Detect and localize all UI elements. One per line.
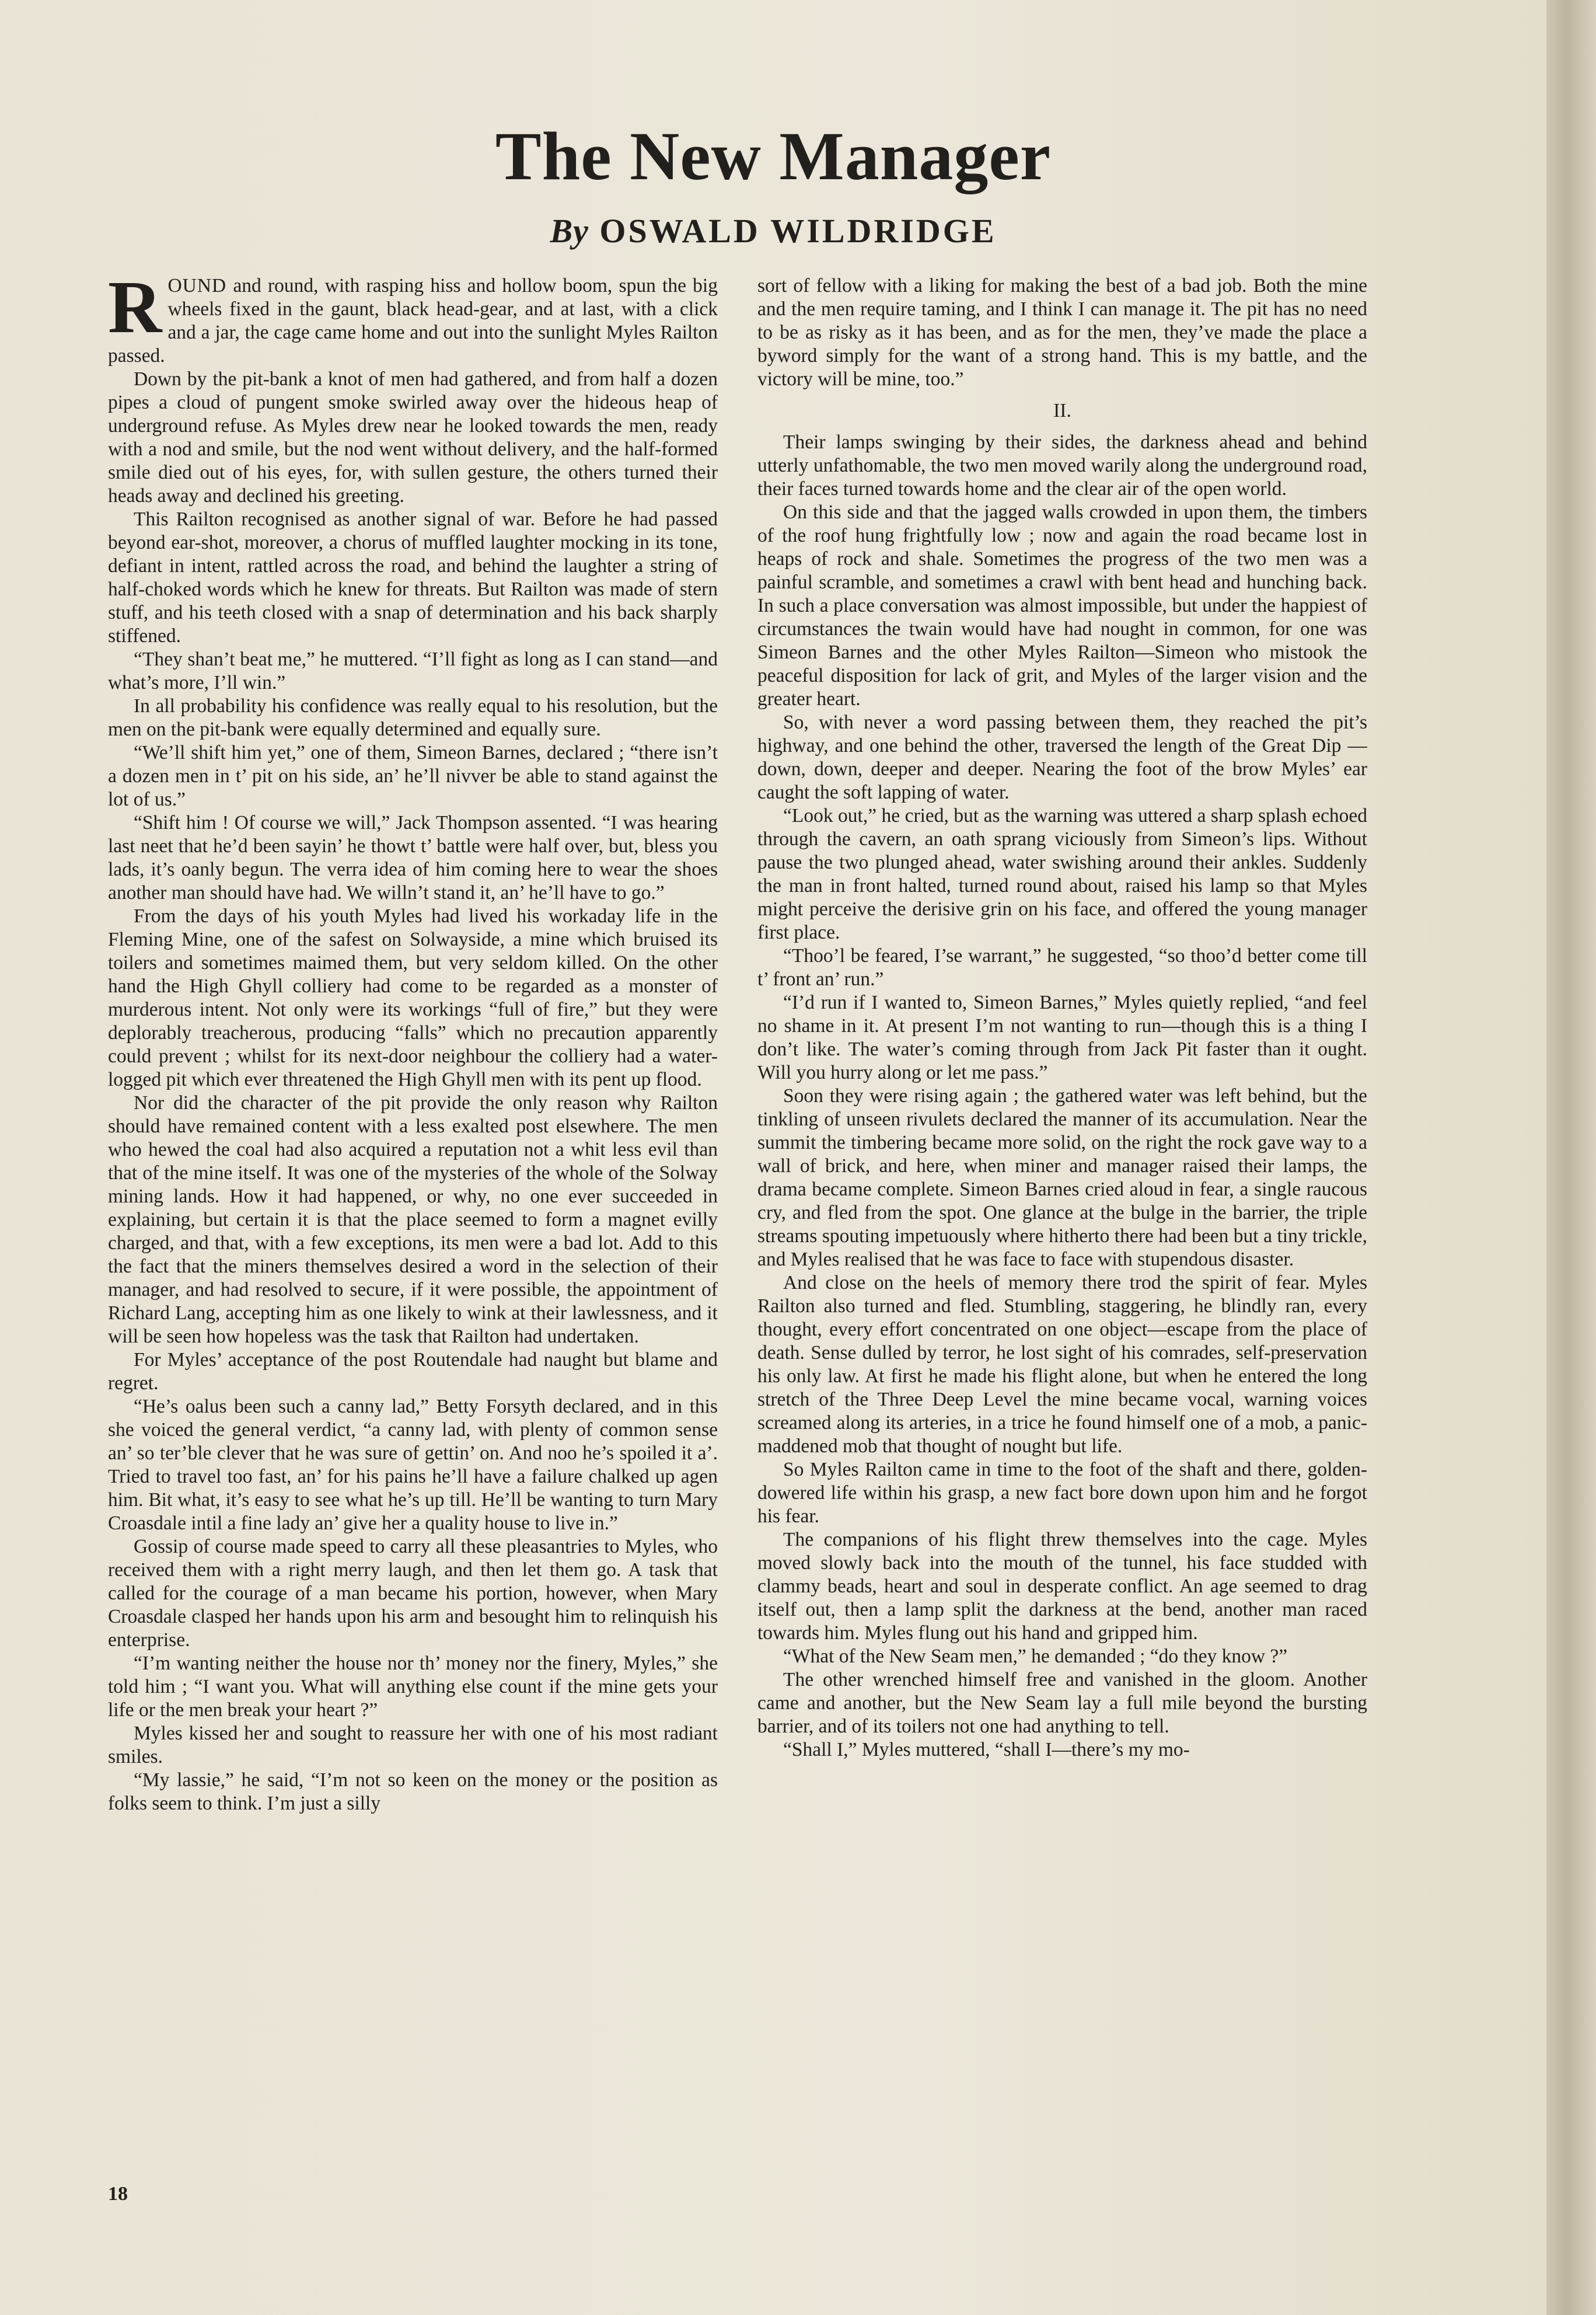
paragraph: From the days of his youth Myles had lived his workaday life in the Fleming Mine, one of the safest on Solwayside, a mine which bruised its toilers and sometimes maimed them, but very seldom killed. On the other hand the High Ghyll colliery had come to be regarded as a monster of murderous intent. Not only were its workings “full of fire,” but they were deplorably treacherous, producing “falls” which no precaution apparently could prevent ; whilst for its next-door neighbour the colliery had a water-logged pit which ever threatened the High Ghyll men with its pent up flood.: [108, 905, 718, 1090]
paragraph: “Shift him ! Of course we will,” Jack Thompson assented. “I was hearing last neet that he’d been sayin’ he thowt t’ battle were half over, but, bless you lads, it’s oanly begun. The verra idea of him coming here to wear the shoes another man should have had. We willn’t stand it, an’ he’ll have to go.”: [108, 812, 718, 904]
paragraph: “My lassie,” he said, “I’m not so keen on the money or the position as folks seem to think. I’m just a silly: [108, 1769, 718, 1814]
paragraph: This Railton recognised as another signal of war. Before he had passed beyond ear-shot, moreover, a chorus of muffled laughter mocking in its tone, defiant in intent, rattled across the road, and behind the laughter a string of half-choked words which he knew for threats. But Railton was made of stern stuff, and his teeth closed with a snap of determination and his back sharply stiffened.: [108, 508, 718, 647]
story-title: The New Manager: [495, 118, 1052, 194]
opening-paragraph: [108, 274, 718, 368]
paragraph: The other wrenched himself free and vanished in the gloom. Another came and another, but the New Seam lay a full mile beyond the bursting barrier, and of its toilers not one had anything to tell.: [757, 1669, 1367, 1737]
paragraph: On this side and that the jagged walls crowded in upon them, the timbers of the roof hung frightfully low ; now and again the road became lost in heaps of rock and shale. Sometimes the progress of the two men was a painful scramble, and sometimes a crawl with bent head and hunching back. In such a place conversation was almost impossible, but under the happiest of circumstances the twain would have had nought in common, for one was Simeon Barnes and the other Myles Railton—Simeon who mistook the peaceful disposition for lack of grit, and Myles of the larger vision and the greater heart.: [757, 501, 1367, 710]
paragraph: Gossip of course made speed to carry all these pleasantries to Myles, who received them with a right merry laugh, and then let them go. A task that called for the courage of a man became his portion, however, when Mary Croasdale clasped her hands upon his arm and besought him to relinquish his enterprise.: [108, 1536, 718, 1651]
paragraph: “They shan’t beat me,” he muttered. “I’ll fight as long as I can stand—and what’s more, I’ll win.”: [108, 649, 718, 693]
right-column: [757, 274, 1367, 2119]
paragraph: So, with never a word passing between them, they reached the pit’s highway, and one behind the other, traversed the length of the Great Dip — down, down, deeper and deeper. Nearing the foot of the brow Myles’ ear caught the soft lapping of water.: [757, 712, 1367, 803]
paragraph: sort of fellow with a liking for making the best of a bad job. Both the mine and the men require taming, and I think I can manage it. The pit has no need to be as risky as it has been, and as for the men, they’ve made the place a byword simply for the want of a strong hand. This is my battle, and the victory will be mine, too.”: [757, 275, 1367, 390]
paragraph: Soon they were rising again ; the gathered water was left behind, but the tinkling of unseen rivulets declared the manner of its accumulation. Near the summit the timbering became more solid, on the right the rock gave way to a wall of brick, and here, when miner and manager raised their lamps, the drama became complete. Simeon Barnes cried aloud in fear, a single raucous cry, and fled from the spot. One glance at the bulge in the barrier, the triple streams spouting impetuously where hitherto there had been but a tiny trickle, and Myles realised that he was face to face with stupendous disaster.: [757, 1085, 1367, 1270]
paragraph: So Myles Railton came in time to the foot of the shaft and there, golden-dowered life within his grasp, a new fact bore down upon him and he forgot his fear.: [757, 1459, 1367, 1527]
page-number: 18: [108, 2183, 128, 2205]
binding-gutter: [1546, 0, 1596, 2315]
byline: [0, 211, 1546, 250]
opening-word: OUND: [167, 275, 227, 297]
section-numeral: II.: [1053, 400, 1071, 421]
paragraph: For Myles’ acceptance of the post Routendale had naught but blame and regret.: [108, 1349, 718, 1394]
drop-cap: R: [108, 274, 162, 348]
paragraph: “Thoo’l be feared, I’se warrant,” he suggested, “so thoo’d better come till t’ front an’ run.”: [757, 945, 1367, 990]
paragraph: Down by the pit-bank a knot of men had gathered, and from half a dozen pipes a cloud of pungent smoke swirled away over the hideous heap of underground refuse. As Myles drew near he looked towards the men, ready with a nod and smile, but the nod went without delivery, and the half-formed smile died out of his eyes, for, with sullen gesture, the others turned their heads away and declined his greeting.: [108, 368, 718, 507]
paragraph: “Look out,” he cried, but as the warning was uttered a sharp splash echoed through the cavern, an oath sprang viciously from Simeon’s lips. Without pause the two plunged ahead, water swishing around their ankles. Suddenly the man in front halted, turned round about, raised his lamp so that Myles might perceive the derisive grin on his face, and offered the young manager first place.: [757, 805, 1367, 943]
author-name: OSWALD WILDRIDGE: [599, 212, 997, 250]
paragraph: Myles kissed her and sought to reassure her with one of his most radiant smiles.: [108, 1723, 718, 1767]
paragraph: “He’s oalus been such a canny lad,” Betty Forsyth declared, and in this she voiced the general verdict, “a canny lad, with plenty of common sense an’ so ter’ble clever that he was sure of gettin’ on. And noo he’s spoiled it a’. Tried to travel too fast, an’ for his pains he’ll have a failure chalked up agen him. Bit what, it’s easy to see what he’s up till. He’ll be wanting to turn Mary Croasdale intil a fine lady an’ give her a quality house to live in.”: [108, 1396, 718, 1534]
byline-prefix: By: [550, 212, 589, 250]
paragraph: And close on the heels of memory there trod the spirit of fear. Myles Railton also turned and fled. Stumbling, staggering, he blindly ran, every thought, every effort concentrated on one object—escape from the place of death. Sense dulled by terror, he lost sight of his comrades, self-preservation his only law. At first he made his flight alone, but when he entered the long stretch of the Three Deep Level the mine became vocal, warning voices screamed along its arteries, in a trice he found himself one of a mob, a panic-maddened mob that thought of nought but life.: [757, 1272, 1367, 1457]
paragraph: “We’ll shift him yet,” one of them, Simeon Barnes, declared ; “there isn’t a dozen men in t’ pit on his side, an’ he’ll nivver be able to stand against the lot of us.”: [108, 742, 718, 810]
paragraph: “What of the New Seam men,” he demanded ; “do they know ?”: [783, 1645, 1288, 1667]
paragraph: The companions of his flight threw themselves into the cage. Myles moved slowly back into the mouth of the tunnel, his face studded with clammy beads, heart and soul in desperate conflict. An age seemed to drag itself out, then a lamp split the darkness at the bend, another man raced towards him. Myles flung out his hand and gripped him.: [757, 1529, 1367, 1644]
paragraph: “I’d run if I wanted to, Simeon Barnes,” Myles quietly replied, “and feel no shame in it. At present I’m not wanting to run—though this is a thing I don’t like. The water’s coming through from Jack Pit faster than it ought. Will you hurry along or let me pass.”: [757, 992, 1367, 1083]
paragraph: Their lamps swinging by their sides, the darkness ahead and behind utterly unfathomable, the two men moved warily along the underground road, their faces turned towards home and the clear air of the open world.: [757, 431, 1367, 500]
opening-text: and round, with rasping hiss and hollow boom, spun the big wheels fixed in the gaunt, black head-gear, and at last, with a click and a jar, the cage came home and out into the sunlight Myles Railton passed.: [108, 275, 718, 367]
paragraph: “I’m wanting neither the house nor th’ money nor the finery, Myles,” she told him ; “I want you. What will anything else count if the mine gets your life or the men break your heart ?”: [108, 1652, 718, 1721]
left-column: [108, 274, 718, 2119]
paragraph: “Shall I,” Myles muttered, “shall I—there’s my mo-: [783, 1739, 1190, 1760]
paragraph: In all probability his confidence was really equal to his resolution, but the men on the pit-bank were equally determined and equally sure.: [108, 695, 718, 740]
paragraph: Nor did the character of the pit provide the only reason why Railton should have remained content with a less exalted post elsewhere. The men who hewed the coal had also acquired a reputation not a whit less evil than that of the mine itself. It was one of the mysteries of the whole of the Solway mining lands. How it had happened, or why, no one ever succeeded in explaining, but certain it is that the place seemed to form a magnet evilly charged, and that, with a few exceptions, its men were a bad lot. Add to this the fact that the miners themselves desired a word in the selection of their manager, and had resolved to secure, if it were possible, the appointment of Richard Lang, accepting him as one likely to wink at their lawlessness, and it will be seen how hopeless was the task that Railton had undertaken.: [108, 1092, 718, 1347]
